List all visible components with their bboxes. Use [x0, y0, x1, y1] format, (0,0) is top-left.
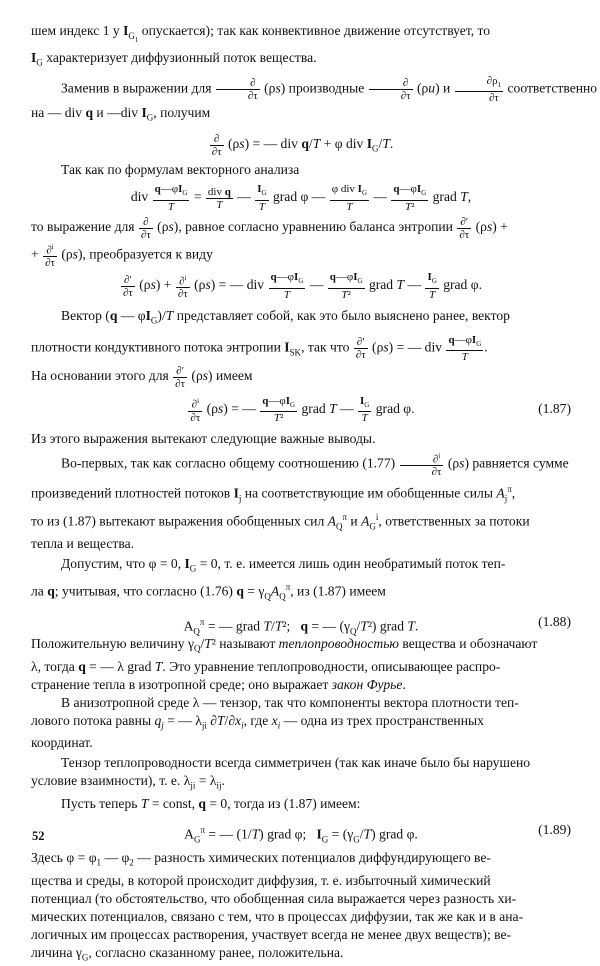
text-line: условие взаимности), т. е. $\lambda_{ji} = \lambda_{ij}$.: [31, 773, 225, 791]
text-line: личина $\gamma_G$, согласно сказанному ранее, положительна.: [31, 944, 344, 963]
text-line: произведений плотностей потоков $I_j$ на соответствующие им обобщенные силы $A_j^\pi$,: [31, 484, 516, 504]
text-line: мических потенциалов, связано с тем, что в процессах диффузии, так же как и в ана-: [31, 908, 524, 924]
equation-vector-analysis: div $q—\varphi I_G$ T = div q T — $\frac{I_G}{T}$ grad φ — φ div $I_G$ T — $q—\varphi I_G$ T² grad T,: [130, 183, 472, 213]
text-line: логичных им процессах растворения, участвует всегда не менее двух веществ); ве-: [31, 926, 512, 942]
text-line: потенциал (то обстоятельство, что обобщенная сила выражается через разность хи-: [31, 890, 517, 906]
text-line: $I_G$ характеризует диффузионный поток вещества.: [31, 49, 317, 68]
text-line: Тензор теплопроводности всегда симметричен (так как иначе было бы нарушено: [61, 755, 531, 771]
equation-1-89: $A_G^\pi$ = — (1/T) grad φ; $I_G = (\gamma_G/T)$ grad φ. (1.89): [31, 819, 571, 841]
text-line: Во-первых, так как согласно общему соотношению (1.77) $\frac{\partial^i}{\partial\tau}$ (ρs) равняется сумме: [61, 451, 569, 479]
text-line: В анизотропной среде λ — тензор, так что компоненты вектора плотности теп-: [61, 694, 519, 710]
text-line: то выражение для ∂ ∂τ (ρs), равное согласно уравнению баланса энтропии ∂′ ∂τ (ρs) +: [31, 215, 508, 241]
text-line: странение тепла в изотропной среде; оно выражает закон Фурье.: [31, 676, 406, 692]
text-line: Положительную величину $\gamma_Q/T^2$ называют теплопроводностью вещества и обозначают: [31, 635, 538, 654]
text-line: Так как по формулам векторного анализа: [61, 162, 300, 178]
equation-number: (1.88): [538, 613, 571, 629]
emphasis-term: закон Фурье: [331, 676, 403, 692]
text-line: координат.: [31, 735, 93, 751]
text-line: + $\frac{\partial^i}{\partial\tau}$ (ρs), преобразуется к виду: [31, 242, 213, 270]
text-line: На основании этого для ∂′ ∂τ (ρs) имеем: [31, 364, 253, 390]
equation-number: (1.87): [538, 400, 571, 416]
text-line: тепла и вещества.: [31, 535, 134, 551]
text-line: Пусть теперь T = const, q = 0, тогда из (1.87) имеем:: [61, 795, 361, 811]
page-number: 52: [32, 829, 45, 843]
equation-number: (1.89): [538, 821, 571, 837]
line-0-b: опускается); так как конвективное движение отсутствует, то: [138, 23, 491, 38]
equation-entropy-balance: ∂′ ∂τ (ρs) + $\frac{\partial^i}{\partial\tau}$ (ρs) = — div $q—\varphi I_G$ T — $q—\varphi I_G$ T² grad T — $\frac{I_G}{T}$ grad φ.: [122, 271, 482, 301]
text-line: на — div q и —div $I_G$, получим: [31, 105, 211, 124]
text-line: ла q; учитывая, что согласно (1.76) $q = \gamma_QA_Q^\pi$, из (1.87) имеем: [31, 581, 386, 601]
line-0-a: шем индекс 1 у: [31, 23, 124, 38]
text-line: шем индекс 1 у $I_{G_1}$ опускается); так как конвективное движение отсутствует, то: [31, 23, 491, 44]
equation-1-87: $\frac{\partial^i}{\partial\tau}$ (ρs) = — $q—\varphi I_G$ T² grad T — $\frac{I_G}{T}$ grad φ. (1.87): [190, 394, 571, 425]
text-line: Из этого выражения вытекают следующие важные выводы.: [31, 430, 376, 446]
text-line: λ, тогда q = — λ grad T. Это уравнение теплопроводности, описывающее распро-: [31, 658, 501, 674]
equation-1-88: $A_Q^\pi$ = — grad T/T²; q = — $(\gamma_Q/T^2)$ grad T. (1.88): [31, 611, 571, 633]
equation-entropy-rate: ∂ ∂τ (ρs) = — div q/T + φ div $I_G/T$.: [211, 132, 394, 158]
emphasis-term: теплопроводностью: [278, 635, 399, 651]
text-line: то из (1.87) вытекают выражения обобщенных сил $A_Q^\pi$ и $A_G^i$, ответственных за потоки: [31, 511, 530, 531]
page-body: [31, 22, 598, 966]
text-line: Заменив в выражении для ∂ ∂τ (ρs) производные ∂ ∂τ (ρu) и $\frac{\partial\rho_1}{\partial\tau}$ соответственно: [61, 75, 598, 105]
text-line: Допустим, что φ = 0, $I_G = 0$, т. е. имеется лишь один необратимый поток теп-: [61, 555, 506, 574]
text-line: лового потока равны $q_j$ = — $\lambda_{ji}$ $\partial T/\partial x_i$, где $x_i$ — одна из трех пространственных: [31, 712, 484, 731]
text-line: щества и среды, в которой происходит диффузия, т. е. избыточный химический: [31, 872, 491, 888]
text-line: Здесь $\varphi = \varphi_1$ — $\varphi_2$ — разность химических потенциалов диффундирующего ве-: [31, 849, 491, 868]
text-line: Вектор (q — $\varphi I_G)/T$ представляет собой, как это было выяснено ранее, вектор: [61, 308, 510, 326]
text-line: плотности кондуктивного потока энтропии $I_{SK}$, так что ∂′ ∂τ (ρs) = — div $q—\varphi I_G$ T .: [31, 333, 488, 364]
